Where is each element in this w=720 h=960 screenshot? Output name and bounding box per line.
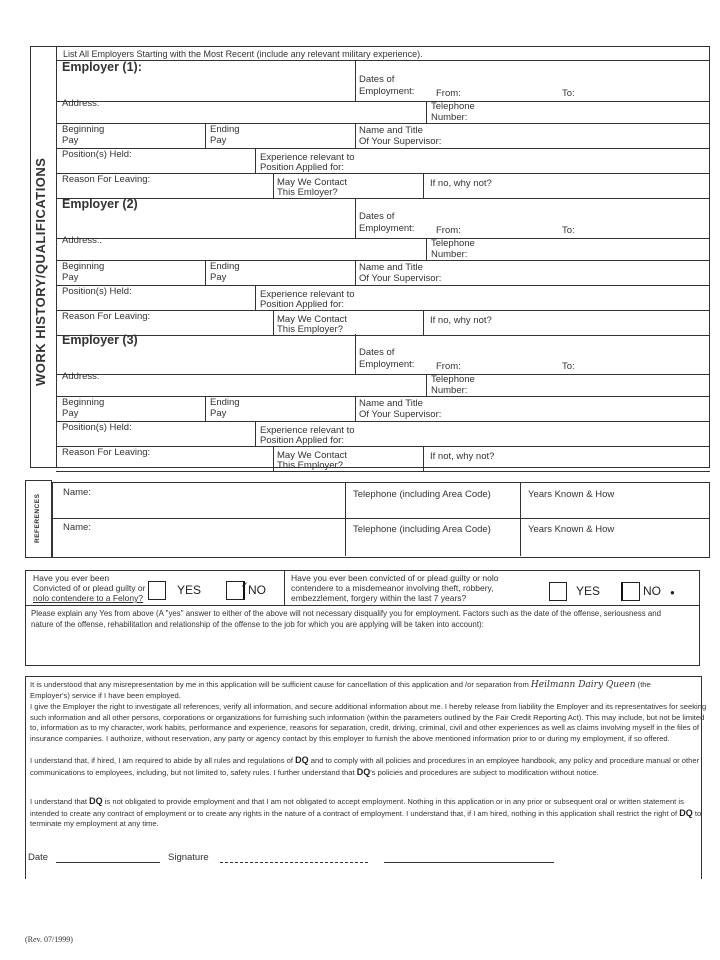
contact-label: May We Contact [277, 450, 348, 461]
telephone-field[interactable]: Number: [431, 385, 468, 396]
felony-yes-checkbox[interactable] [148, 581, 166, 600]
telephone-label: Telephone [431, 238, 475, 249]
at-will-text: to terminate my employment at any time. [30, 808, 702, 828]
signature-line[interactable] [220, 862, 368, 863]
dates-label: Dates of [359, 74, 395, 85]
address-field[interactable]: Address:. [62, 235, 103, 246]
signature-label: Signature [168, 852, 209, 863]
misdemeanor-mark: ● [670, 588, 675, 597]
rules-text: and to comply with all policies and procedures in an employee handbook, any policy and procedure manual or other communications to employees, including, but not limited to, safety rules. I further understand that [30, 756, 700, 777]
dq-handwritten: DQ [679, 807, 693, 818]
experience-label: Experience relevant to [260, 425, 355, 436]
address-field[interactable]: Address: [62, 98, 100, 109]
dates-label: Dates of [359, 211, 395, 222]
rules-text: I understand that, if hired, I am required to abide by all rules and regulations of [30, 756, 293, 765]
rules-paragraph [30, 755, 710, 778]
dates-label: Employment: [359, 86, 415, 97]
employer-heading: Employer (2) [62, 197, 138, 211]
rules-text: 's policies and procedures are subject to modification without notice. [370, 767, 599, 777]
at-will-text: I understand that [30, 797, 87, 806]
felony-no-label: NO [248, 583, 266, 597]
contact-field[interactable]: This Employer? [277, 460, 343, 471]
misdemeanor-no-label: NO [643, 584, 661, 598]
supervisor-field[interactable]: Of Your Supervisor: [359, 273, 442, 284]
telephone-label: Telephone [431, 101, 475, 112]
positions-field[interactable]: Position(s) Held: [62, 422, 132, 433]
from-field[interactable]: From: [436, 88, 461, 99]
at-will-paragraph [30, 796, 710, 830]
to-field[interactable]: To: [562, 88, 575, 99]
ending-pay-label: Ending [210, 397, 240, 408]
explain-textarea[interactable] [28, 632, 696, 662]
explain-instructions: nature of the offense, rehabilitation and relationship of the offense to the job for which you are applying will be taken into account): [31, 620, 484, 629]
misdemeanor-yes-label: YES [576, 584, 601, 598]
telephone-field[interactable]: Number: [431, 112, 468, 123]
felony-question-line: Have you ever been [33, 573, 110, 583]
misrepresentation-text: It is understood that any misrepresentation by me in this application will be sufficient cause for cancellation of this application and /or separation from [30, 680, 529, 689]
misdemeanor-question-line: Have you ever been convicted of or plead guilty or nolo [291, 573, 499, 583]
why-not-field[interactable]: If not, why not? [430, 451, 495, 462]
experience-field[interactable]: Position Applied for: [260, 162, 344, 173]
at-will-text: is not obligated to provide employment and that I am not obligated to accept employment. Nothing in this application or in any prior or subsequent oral or written statement is intended to create any contract of employment or to create any rights in the nature of a contract of employment. I understand that, if I am hired, nothing in this application shall restrict the right of [30, 797, 684, 818]
beginning-pay-label: Beginning [62, 397, 105, 408]
revision-label: (Rev. 07/1999) [25, 935, 73, 944]
misdemeanor-question-line: embezzlement, forgery within the last 7 years? [291, 593, 467, 603]
ending-pay-field[interactable]: Pay [210, 272, 227, 283]
reference-name-field[interactable]: Name: [63, 487, 91, 498]
dq-handwritten: DQ [89, 796, 103, 806]
beginning-pay-field[interactable]: Pay [62, 135, 79, 146]
telephone-field[interactable]: Number: [431, 249, 468, 260]
ending-pay-label: Ending [210, 124, 240, 135]
employer-heading: Employer (3) [62, 333, 138, 347]
beginning-pay-field[interactable]: Pay [62, 408, 79, 419]
reason-field[interactable]: Reason For Leaving: [62, 311, 151, 322]
felony-question-line: nolo contendere to a Felony? [33, 593, 144, 603]
why-not-field[interactable]: If no, why not? [430, 178, 492, 189]
from-field[interactable]: From: [436, 361, 461, 372]
reference-phone-field[interactable]: Telephone (including Area Code) [353, 524, 491, 535]
reference-years-field[interactable]: Years Known & How [528, 524, 615, 535]
misrepresentation-text: (the [637, 680, 651, 689]
employer-name-handwritten: Heilmann Dairy Queen [530, 680, 636, 690]
misdemeanor-question-line: contendere to a misdemeanor involving theft, robbery, [291, 583, 494, 593]
reason-field[interactable]: Reason For Leaving: [62, 174, 151, 185]
beginning-pay-label: Beginning [62, 261, 105, 272]
experience-label: Experience relevant to [260, 289, 355, 300]
experience-field[interactable]: Position Applied for: [260, 299, 344, 310]
reason-field[interactable]: Reason For Leaving: [62, 447, 151, 458]
beginning-pay-label: Beginning [62, 124, 105, 135]
supervisor-label: Name and Title [359, 398, 423, 409]
ending-pay-label: Ending [210, 261, 240, 272]
to-field[interactable]: To: [562, 361, 575, 372]
contact-label: May We Contact [277, 314, 348, 325]
references-title: REFERENCES [34, 493, 41, 543]
misrepresentation-text: Employer's) service if I have been employed. [30, 690, 181, 700]
reference-years-field[interactable]: Years Known & How [528, 489, 615, 500]
contact-field[interactable]: This Emloyer? [277, 187, 338, 198]
beginning-pay-field[interactable]: Pay [62, 272, 79, 283]
dates-label: Employment: [359, 359, 415, 370]
address-field[interactable]: Address: [62, 371, 100, 382]
experience-field[interactable]: Position Applied for: [260, 435, 344, 446]
felony-check-mark: ✓ [241, 580, 249, 590]
explain-instructions: Please explain any Yes from above (A "yes" answer to either of the above will not necessary disqualify you for employment. Factors such as the date of the offense, seriousness and [31, 609, 662, 618]
dq-handwritten: DQ [295, 755, 309, 765]
date-label: Date [28, 852, 49, 863]
employer-heading: Employer (1): [62, 60, 142, 74]
reference-phone-field[interactable]: Telephone (including Area Code) [353, 489, 491, 500]
positions-field[interactable]: Position(s) Held: [62, 286, 132, 297]
contact-field[interactable]: This Employer? [277, 324, 343, 335]
misdemeanor-yes-checkbox[interactable] [549, 582, 567, 601]
supervisor-label: Name and Title [359, 125, 423, 136]
dates-label: Dates of [359, 347, 395, 358]
work-history-title: WORK HISTORY/QUALIFICATIONS [33, 157, 48, 386]
supervisor-field[interactable]: Of Your Supervisor: [359, 409, 442, 420]
dates-label: Employment: [359, 223, 415, 234]
reference-name-field[interactable]: Name: [63, 522, 91, 533]
felony-yes-label: YES [177, 583, 202, 597]
work-history-instruction: List All Employers Starting with the Most Recent (include any relevant military experience). [63, 49, 423, 59]
misdemeanor-no-checkbox[interactable] [621, 582, 640, 601]
signature-line-extension[interactable] [384, 862, 554, 863]
contact-label: May We Contact [277, 177, 348, 188]
to-field[interactable]: To: [562, 225, 575, 236]
felony-question-line: Convicted of or plead guilty or [33, 583, 146, 593]
positions-field[interactable]: Position(s) Held: [62, 149, 132, 160]
dq-handwritten: DQ [356, 766, 371, 777]
misrepresentation-paragraph [30, 680, 710, 701]
supervisor-field[interactable]: Of Your Supervisor: [359, 136, 442, 147]
experience-label: Experience relevant to [260, 152, 355, 163]
ending-pay-field[interactable]: Pay [210, 408, 227, 419]
date-line[interactable] [56, 862, 160, 863]
from-field[interactable]: From: [436, 225, 461, 236]
ending-pay-field[interactable]: Pay [210, 135, 227, 146]
why-not-field[interactable]: If no, why not? [430, 315, 492, 326]
release-paragraph: I give the Employer the right to investigate all references, verify all information, and secure additional information about me. I hereby release from liability the Employer and its representatives for seeking such information and all other persons, corporations or organizations for furnishing such information (within the parameters outlined by the Fair Credit Reporting Act). This may include, but not be limited to, information as to my character, work habits, performance and experience, reasons for separation, credit, driving, criminal, civil and other experiences as well as claims involving myself in the files of insurance companies. I authorize, without reservation, any party or agency contact by this employer to furnish the above mentioned information prior to or during my employment, if so offered. [30, 702, 707, 743]
telephone-label: Telephone [431, 374, 475, 385]
supervisor-label: Name and Title [359, 262, 423, 273]
